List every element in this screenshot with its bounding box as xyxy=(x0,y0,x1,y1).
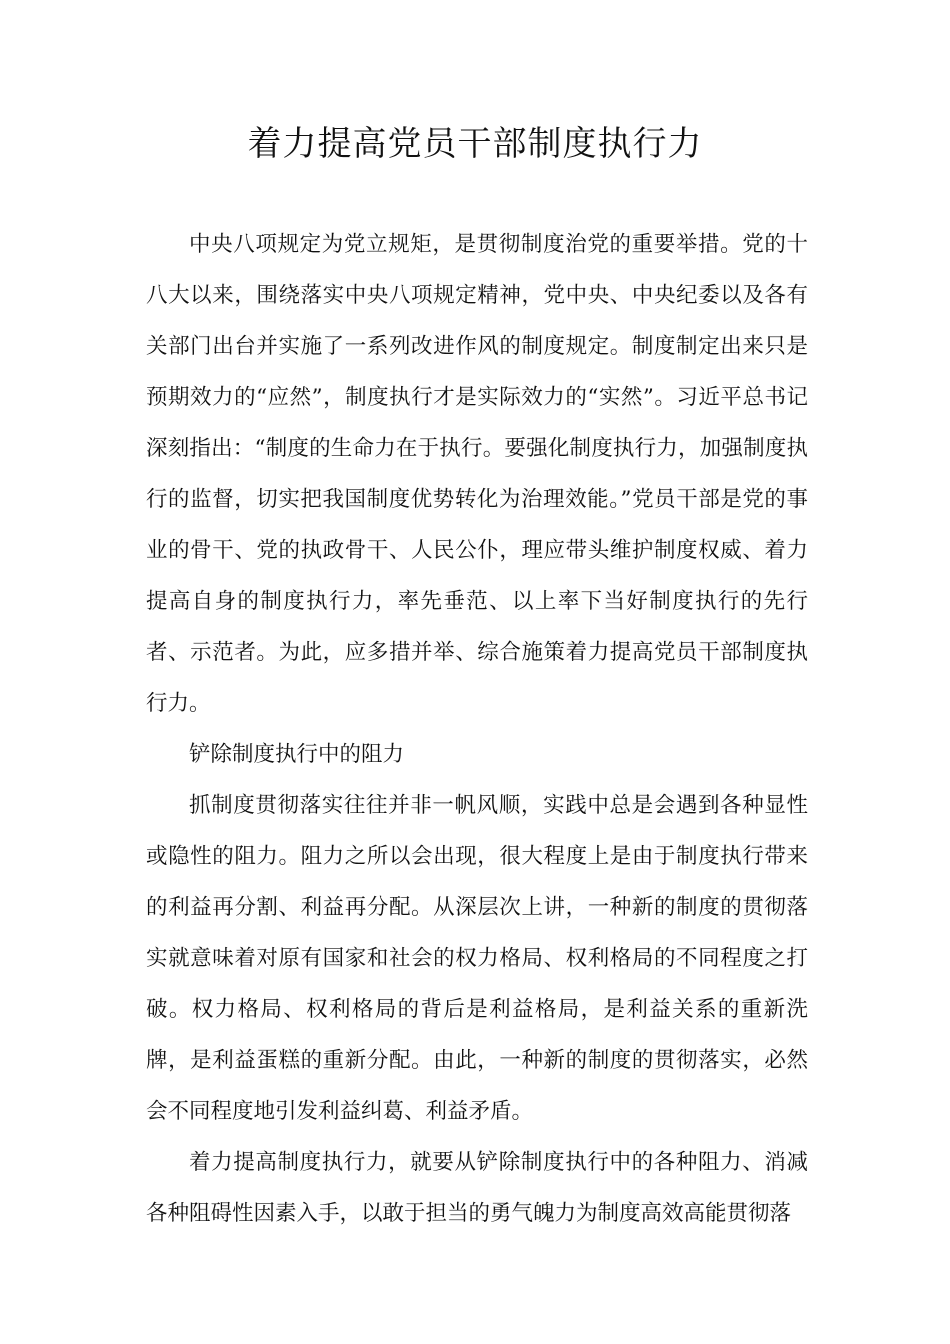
document-title: 着力提高党员干部制度执行力 xyxy=(247,124,703,164)
section-heading: 铲除制度执行中的阻力 xyxy=(189,742,405,767)
document-body xyxy=(146,219,808,1239)
intro-paragraph: 中央八项规定为党立规矩，是贯彻制度治党的重要举措。党的十八大以来，围绕落实中央八项规定精神，党中央、中央纪委以及各有关部门出台并实施了一系列改进作风的制度规定。制度制定出来只是预期效力的“应然”，制度执行才是实际效力的“实然”。习近平总书记深刻指出：“制度的生命力在于执行。要强化制度执行力，加强制度执行的监督，切实把我国制度优势转化为治理效能。”党员干部是党的事业的骨干、党的执政骨干、人民公仆，理应带头维护制度权威、着力提高自身的制度执行力，率先垂范、以上率下当好制度执行的先行者、示范者。为此，应多措并举、综合施策着力提高党员干部制度执行力。 xyxy=(146,232,808,716)
section-paragraph-1: 抓制度贯彻落实往往并非一帆风顺，实践中总是会遇到各种显性或隐性的阻力。阻力之所以会出现，很大程度上是由于制度执行带来的利益再分割、利益再分配。从深层次上讲，一种新的制度的贯彻落实就意味着对原有国家和社会的权力格局、权利格局的不同程度之打破。权力格局、权利格局的背后是利益格局，是利益关系的重新洗牌，是利益蛋糕的重新分配。由此，一种新的制度的贯彻落实，必然会不同程度地引发利益纠葛、利益矛盾。 xyxy=(146,793,808,1124)
section-paragraph-2: 着力提高制度执行力，就要从铲除制度执行中的各种阻力、消减各种阻碍性因素入手，以敢于担当的勇气魄力为制度高效高能贯彻落 xyxy=(146,1150,808,1226)
